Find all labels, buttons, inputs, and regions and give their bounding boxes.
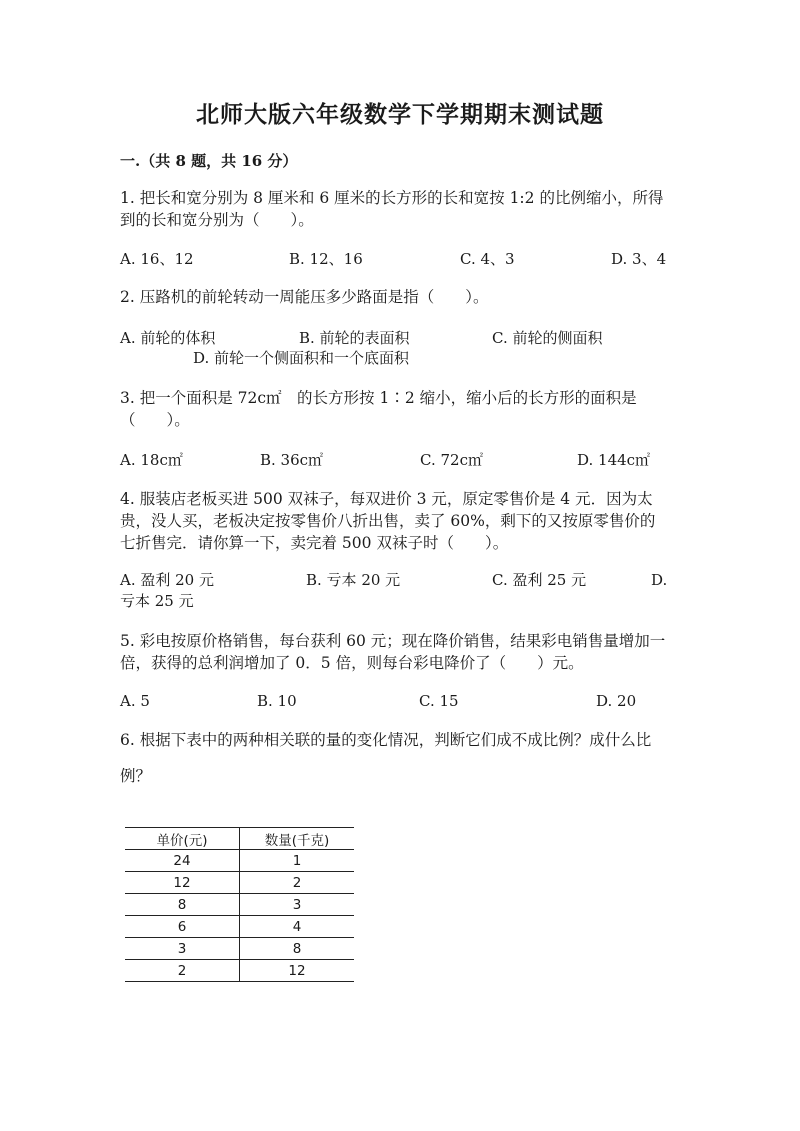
q4-option-d-text: 亏本 25 元 <box>120 592 194 610</box>
cell-quantity: 1 <box>240 850 355 872</box>
q5-option-b: B. 10 <box>257 692 297 710</box>
question-3 <box>120 387 680 431</box>
table-row <box>125 872 354 894</box>
table-row <box>125 850 354 872</box>
q4-option-d-label: D. <box>651 571 668 589</box>
table-header-row <box>125 828 354 850</box>
question-4-line-3: 七折售完．请你算一下，卖完着 500 双袜子时（ ）。 <box>120 534 509 552</box>
q1-option-d: D. 3、4 <box>611 250 667 268</box>
q3-option-d: D. 144c㎡ <box>577 451 651 469</box>
question-1 <box>120 187 680 231</box>
question-3-line-1: 3. 把一个面积是 72c㎡ 的长方形按 1∶2 缩小，缩小后的长方形的面积是 <box>120 389 637 407</box>
table-row <box>125 916 354 938</box>
question-6 <box>120 729 680 787</box>
section-heading: 一.（共 8 题，共 16 分） <box>120 152 298 170</box>
q5-option-d: D. 20 <box>596 692 637 710</box>
cell-quantity: 8 <box>240 938 355 960</box>
q4-option-b: B. 亏本 20 元 <box>306 571 401 589</box>
q5-option-c: C. 15 <box>419 692 459 710</box>
cell-unit-price: 6 <box>125 916 240 938</box>
cell-unit-price: 24 <box>125 850 240 872</box>
q2-option-d: D. 前轮一个侧面积和一个底面积 <box>193 349 410 367</box>
question-2 <box>120 286 680 308</box>
question-6-line-2: 例？ <box>120 767 152 785</box>
q3-option-a: A. 18c㎡ <box>120 451 183 469</box>
q1-option-c: C. 4、3 <box>460 250 515 268</box>
question-5-line-2: 倍，获得的总利润增加了 0．5 倍，则每台彩电降价了（ ）元。 <box>120 654 584 672</box>
cell-unit-price: 12 <box>125 872 240 894</box>
cell-quantity: 2 <box>240 872 355 894</box>
question-6-line-1: 6. 根据下表中的两种相关联的量的变化情况，判断它们成不成比例？成什么比 <box>120 731 652 749</box>
question-2-line-1: 2. 压路机的前轮转动一周能压多少路面是指（ ）。 <box>120 288 489 306</box>
q2-option-a: A. 前轮的体积 <box>120 329 216 347</box>
cell-unit-price: 2 <box>125 960 240 982</box>
table-row <box>125 960 354 982</box>
q3-option-c: C. 72c㎡ <box>420 451 483 469</box>
q4-option-a: A. 盈利 20 元 <box>120 571 214 589</box>
page-title: 北师大版六年级数学下学期期末测试题 <box>196 101 604 128</box>
price-quantity-table <box>125 827 354 982</box>
question-4-line-2: 贵，没人买，老板决定按零售价八折出售，卖了 60%，剩下的又按原零售价的 <box>120 512 656 530</box>
q3-option-b: B. 36c㎡ <box>260 451 324 469</box>
cell-quantity: 12 <box>240 960 355 982</box>
q1-option-a: A. 16、12 <box>120 250 194 268</box>
q2-option-c: C. 前轮的侧面积 <box>492 329 603 347</box>
question-5-line-1: 5. 彩电按原价格销售，每台获利 60 元；现在降价销售，结果彩电销售量增加一 <box>120 632 666 650</box>
table-row <box>125 894 354 916</box>
question-1-line-1: 1. 把长和宽分别为 8 厘米和 6 厘米的长方形的长和宽按 1:2 的比例缩小，所得 <box>120 189 664 207</box>
cell-quantity: 3 <box>240 894 355 916</box>
q5-option-a: A. 5 <box>120 692 150 710</box>
question-1-line-2: 到的长和宽分别为（ ）。 <box>120 211 314 229</box>
q4-option-c: C. 盈利 25 元 <box>492 571 587 589</box>
header-unit-price: 单价(元) <box>125 828 240 850</box>
question-4-line-1: 4. 服装店老板买进 500 双袜子，每双进价 3 元，原定零售价是 4 元．因为太 <box>120 490 653 508</box>
cell-quantity: 4 <box>240 916 355 938</box>
q2-option-b: B. 前轮的表面积 <box>299 329 410 347</box>
question-4 <box>120 488 680 554</box>
question-3-line-2: （ ）。 <box>120 411 190 429</box>
question-5 <box>120 630 680 674</box>
cell-unit-price: 3 <box>125 938 240 960</box>
q1-option-b: B. 12、16 <box>289 250 363 268</box>
table-row <box>125 938 354 960</box>
cell-unit-price: 8 <box>125 894 240 916</box>
header-quantity: 数量(千克) <box>240 828 355 850</box>
